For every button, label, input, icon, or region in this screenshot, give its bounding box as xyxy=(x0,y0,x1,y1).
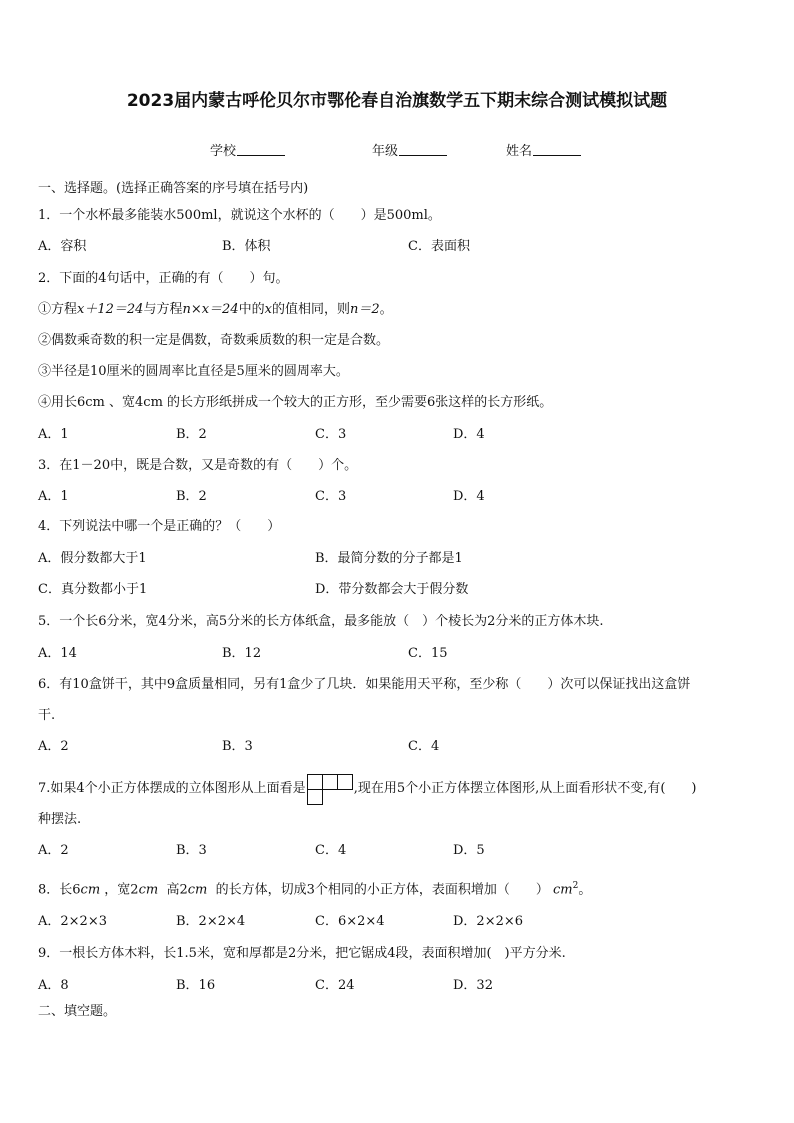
q5-option-c[interactable]: C．15 xyxy=(408,646,448,661)
figure-cell xyxy=(322,774,338,790)
q2-statement-1 xyxy=(38,301,393,319)
name-label: 姓名 xyxy=(506,144,533,159)
page-title: 2023届内蒙古呼伦贝尔市鄂伦春自治旗数学五下期末综合测试模拟试题 xyxy=(126,91,668,111)
q2-statement-2: ②偶数乘奇数的积一定是偶数，奇数乘质数的积一定是合数。 xyxy=(38,333,390,348)
q2-s1-equation-3: n＝2 xyxy=(349,302,380,317)
q2-s1-text-e: 。 xyxy=(379,302,393,317)
q2-option-d[interactable]: D．4 xyxy=(453,427,485,442)
q4-option-c[interactable]: C．真分数都小于1 xyxy=(38,582,148,597)
q7-option-b[interactable]: B．3 xyxy=(176,843,207,858)
q8-text-a: 8．长6 xyxy=(38,882,81,898)
q8-option-b[interactable]: B．2×2×4 xyxy=(176,914,246,929)
grade-field[interactable] xyxy=(372,140,447,159)
school-blank[interactable] xyxy=(237,143,285,156)
grade-label: 年级 xyxy=(372,144,399,159)
question-6-continued: 干. xyxy=(38,708,56,723)
q4-option-a[interactable]: A．假分数都大于1 xyxy=(38,551,147,566)
q2-s1-variable: x xyxy=(264,302,272,317)
q4-option-b[interactable]: B．最简分数的分子都是1 xyxy=(315,551,463,566)
q8-text-b: ，宽2 xyxy=(104,882,139,898)
name-blank[interactable] xyxy=(533,143,581,156)
q2-s1-text-d: 的值相同，则 xyxy=(271,302,350,317)
q1-option-b[interactable]: B．体积 xyxy=(222,239,271,254)
question-8 xyxy=(38,877,591,899)
section-heading-1: 一、选择题。(选择正确答案的序号填在括号内) xyxy=(38,181,309,196)
question-9: 9．一根长方体木料，长1.5米，宽和厚都是2分米，把它锯成4段，表面积增加( )平方分米. xyxy=(38,946,566,961)
q6-option-c[interactable]: C．4 xyxy=(408,739,440,754)
q9-option-a[interactable]: A．8 xyxy=(38,978,69,993)
q2-option-c[interactable]: C．3 xyxy=(315,427,347,442)
school-field[interactable] xyxy=(210,140,285,159)
q7-option-a[interactable]: A．2 xyxy=(38,843,69,858)
q9-option-b[interactable]: B．16 xyxy=(176,978,216,993)
q3-option-a[interactable]: A．1 xyxy=(38,489,69,504)
question-3: 3．在1－20中，既是合数，又是奇数的有（ ）个。 xyxy=(38,458,358,473)
q6-option-b[interactable]: B．3 xyxy=(222,739,253,754)
q8-option-a[interactable]: A．2×2×3 xyxy=(38,914,107,929)
q8-text-e: 。 xyxy=(578,882,592,898)
figure-cell xyxy=(307,774,323,790)
q4-option-d[interactable]: D．带分数都会大于假分数 xyxy=(315,582,469,597)
q3-option-c[interactable]: C．3 xyxy=(315,489,347,504)
figure-cell xyxy=(307,789,323,805)
q7-option-d[interactable]: D．5 xyxy=(453,843,485,858)
q2-statement-3: ③半径是10厘米的圆周率比直径是5厘米的圆周率大。 xyxy=(38,364,349,379)
q5-option-a[interactable]: A．14 xyxy=(38,646,77,661)
q3-option-d[interactable]: D．4 xyxy=(453,489,485,504)
q2-s1-equation-2: n×x＝24 xyxy=(182,302,239,317)
grade-blank[interactable] xyxy=(399,143,447,156)
q2-s1-equation-1: x＋12＝24 xyxy=(77,302,144,317)
q8-unit-exponent: 2 xyxy=(572,881,579,891)
q7-option-c[interactable]: C．4 xyxy=(315,843,347,858)
top-view-figure xyxy=(307,774,353,804)
school-label: 学校 xyxy=(210,144,237,159)
q2-statement-4: ④用长6cm 、宽4cm 的长方形纸拼成一个较大的正方形，至少需要6张这样的长方形纸。 xyxy=(38,395,553,410)
q3-option-b[interactable]: B．2 xyxy=(176,489,207,504)
q8-unit-3: cm xyxy=(187,882,208,898)
section-heading-2: 二、填空题。 xyxy=(38,1004,117,1019)
q9-option-d[interactable]: D．32 xyxy=(453,978,493,993)
question-4: 4．下列说法中哪一个是正确的？（ ） xyxy=(38,519,281,534)
question-7-continued: 种摆法. xyxy=(38,812,82,827)
q8-option-c[interactable]: C．6×2×4 xyxy=(315,914,385,929)
q1-option-c[interactable]: C．表面积 xyxy=(408,239,470,254)
question-1: 1．一个水杯最多能装水500ml，就说这个水杯的（ ）是500ml。 xyxy=(38,208,441,223)
q2-option-b[interactable]: B．2 xyxy=(176,427,207,442)
q2-s1-text-b: 与方程 xyxy=(143,302,183,317)
question-7 xyxy=(38,774,697,804)
q8-text-c: 高2 xyxy=(166,882,188,898)
q9-option-c[interactable]: C．24 xyxy=(315,978,355,993)
name-field[interactable] xyxy=(506,140,581,159)
q2-option-a[interactable]: A．1 xyxy=(38,427,69,442)
q6-option-a[interactable]: A．2 xyxy=(38,739,69,754)
q8-unit-2: cm xyxy=(138,882,159,898)
q1-option-a[interactable]: A．容积 xyxy=(38,239,87,254)
question-2: 2．下面的4句话中，正确的有（ ）句。 xyxy=(38,271,289,286)
q7-text-b: ,现在用5个小正方体摆立体图形,从上面看形状不变,有( ) xyxy=(353,781,697,796)
question-5: 5．一个长6分米，宽4分米，高5分米的长方体纸盒，最多能放（ ）个棱长为2分米的正方体木块. xyxy=(38,614,604,629)
figure-cell xyxy=(337,774,353,790)
q7-text-a: 7.如果4个小正方体摆成的立体图形从上面看是 xyxy=(38,781,306,796)
q8-text-d: 的长方体，切成3个相同的小正方体，表面积增加（ ） xyxy=(215,882,549,898)
q8-option-d[interactable]: D．2×2×6 xyxy=(453,914,524,929)
q8-unit-1: cm xyxy=(80,882,101,898)
q5-option-b[interactable]: B．12 xyxy=(222,646,262,661)
q2-s1-text-c: 中的 xyxy=(238,302,265,317)
q2-s1-text-a: ①方程 xyxy=(38,302,78,317)
question-6: 6．有10盒饼干，其中9盒质量相同，另有1盒少了几块．如果能用天平称，至少称（ ）次可以保证找出这盒饼 xyxy=(38,677,691,692)
q8-unit-4: cm xyxy=(553,882,573,898)
